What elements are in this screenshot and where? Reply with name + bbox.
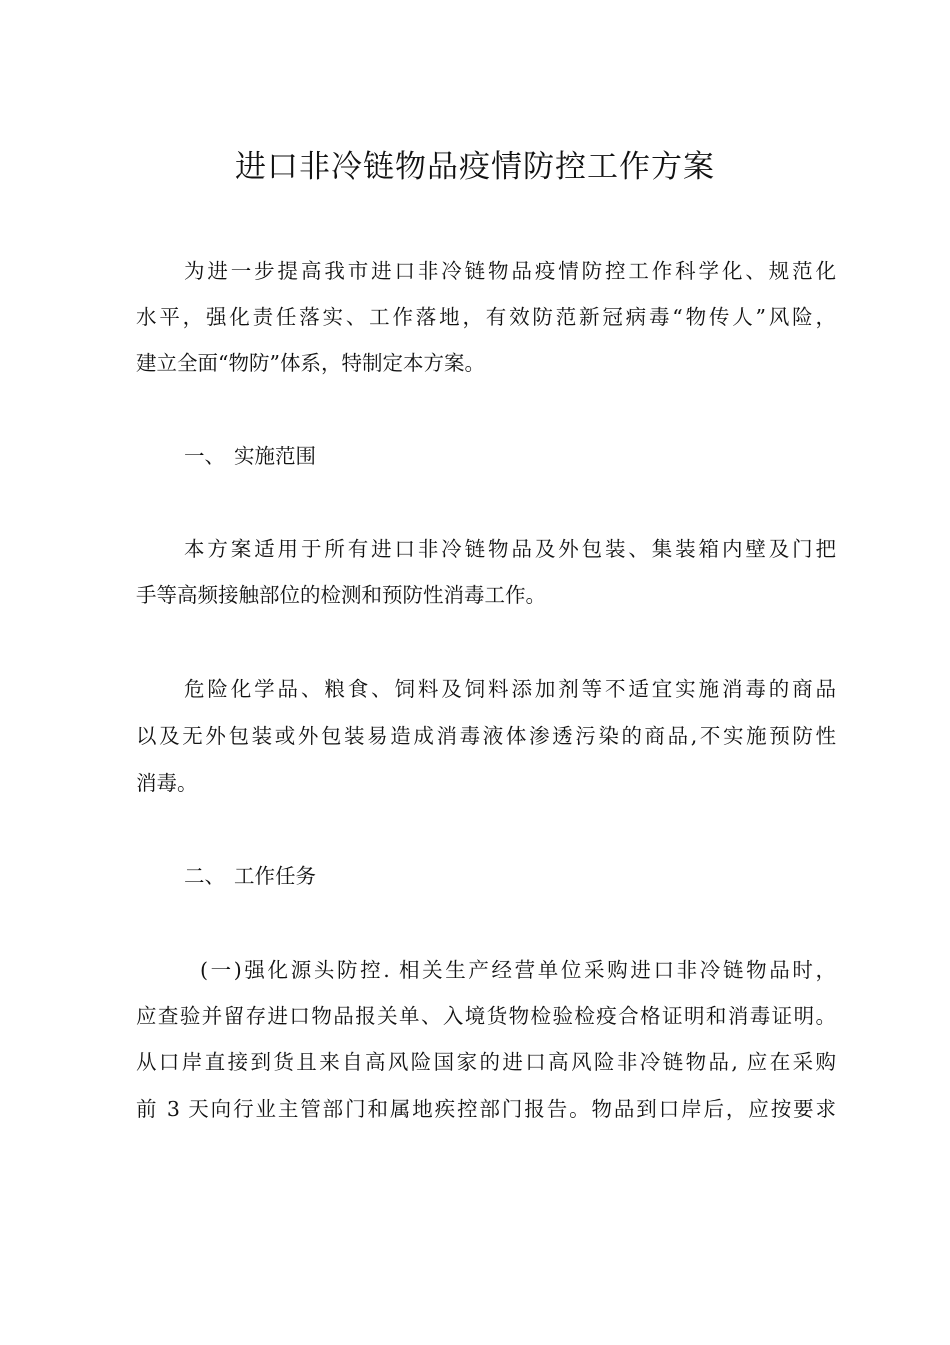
section-1-title: 实施范围: [234, 444, 316, 468]
intro-line-3: 建立全面“物防”体系，特制定本方案。: [136, 351, 485, 375]
section-2-para-1-line-1: (一)强化源头防控. 相关生产经营单位采购进口非冷链物品时，: [200, 958, 836, 982]
section-2-number: 二、: [184, 864, 225, 888]
section-1-para-2-line-3: 消毒。: [136, 771, 198, 795]
section-2-para-1-line-4: 前 3 天向行业主管部门和属地疾控部门报告。物品到口岸后，应按要求: [136, 1097, 836, 1121]
section-2-para-1-line-2: 应查验并留存进口物品报关单、入境货物检验检疫合格证明和消毒证明。: [136, 1004, 836, 1028]
section-1-para-2-line-2: 以及无外包装或外包装易造成消毒液体渗透污染的商品,不实施预防性: [136, 724, 836, 748]
section-2-title: 工作任务: [234, 864, 316, 888]
intro-line-1: 为进一步提高我市进口非冷链物品疫情防控工作科学化、规范化: [184, 259, 836, 283]
section-2-heading: [184, 861, 316, 891]
document-title: 进口非冷链物品疫情防控工作方案: [235, 149, 715, 185]
section-1-number: 一、: [184, 444, 225, 468]
section-2-para-1-line-3: 从口岸直接到货且来自高风险国家的进口高风险非冷链物品, 应在采购: [136, 1050, 836, 1074]
section-1-para-2-line-1: 危险化学品、粮食、饲料及饲料添加剂等不适宜实施消毒的商品: [184, 677, 836, 701]
section-1-para-1-line-2: 手等高频接触部位的检测和预防性消毒工作。: [136, 583, 546, 607]
intro-line-2: 水平，强化责任落实、工作落地，有效防范新冠病毒“物传人”风险，: [136, 305, 836, 329]
section-1-heading: [184, 441, 316, 471]
section-1-para-1-line-1: 本方案适用于所有进口非冷链物品及外包装、集装箱内壁及门把: [184, 537, 836, 561]
